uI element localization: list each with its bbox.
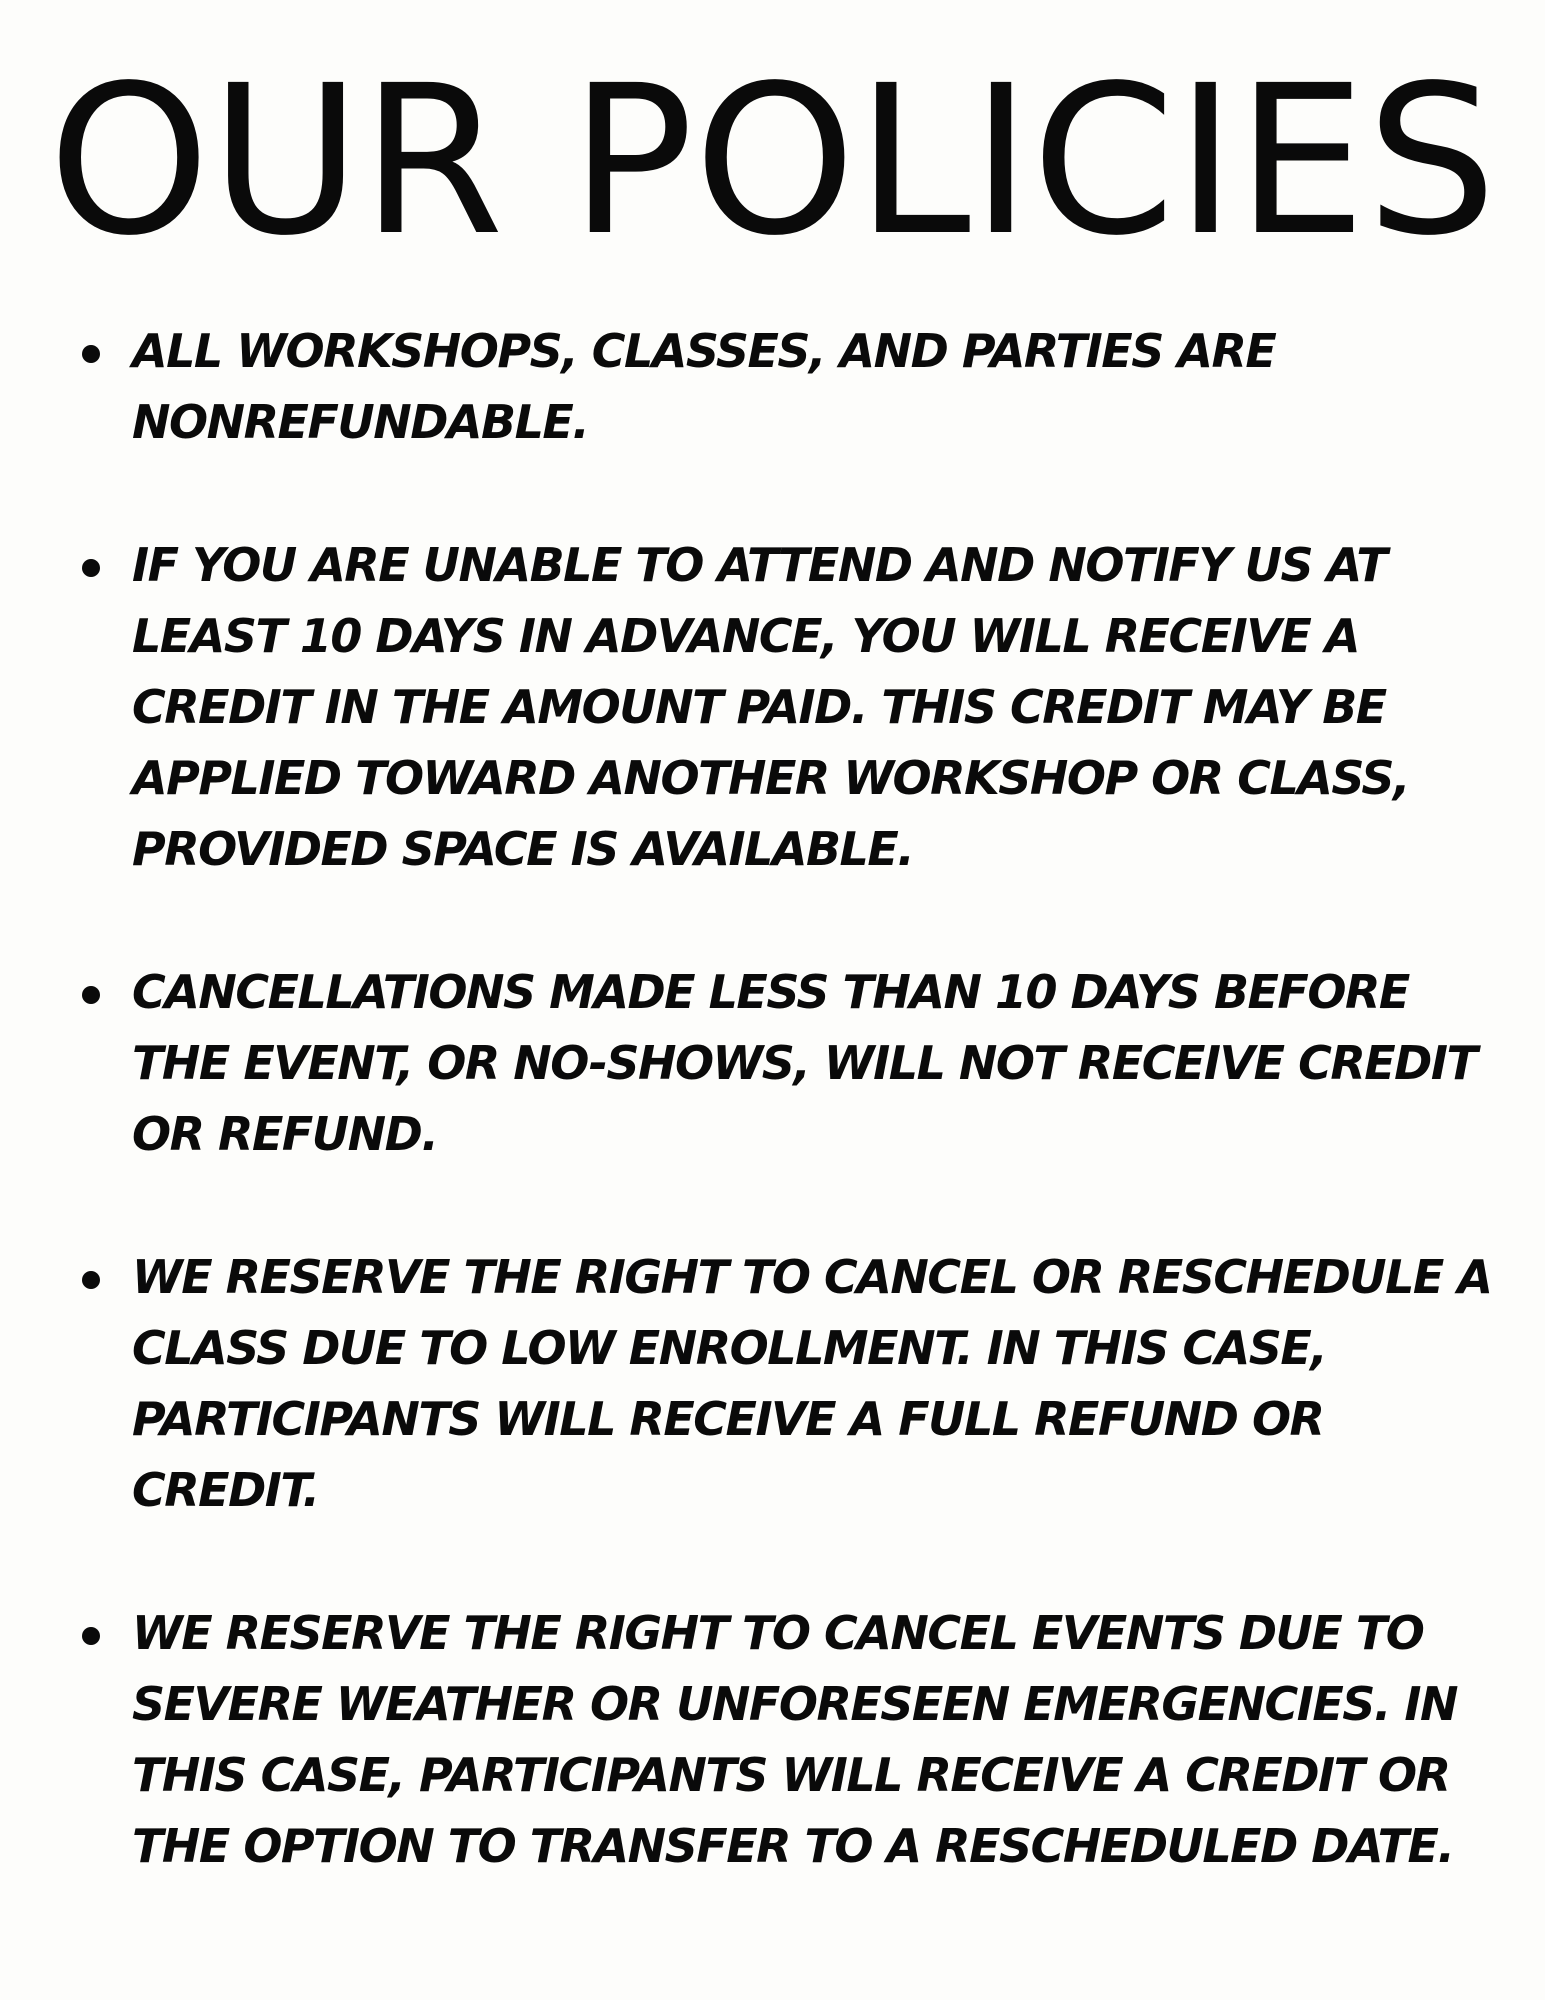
list-item <box>132 1598 1502 1882</box>
policy-text: IF YOU ARE UNABLE TO ATTEND AND NOTIFY US AT LEAST 10 DAYS IN ADVANCE, YOU WILL RECEIVE A CREDIT IN THE AMOUNT PAID. THIS CREDIT MAY BE APPLIED TOWARD ANOTHER WORKSHOP OR CLASS, PROVIDED SPACE IS AVAILABLE. <box>132 538 1409 876</box>
policy-list <box>132 316 1502 1954</box>
bullet-dot-icon <box>82 345 100 363</box>
page-title: OUR POLICIES <box>48 41 1497 281</box>
list-item <box>132 530 1502 885</box>
policy-text: CANCELLATIONS MADE LESS THAN 10 DAYS BEFORE THE EVENT, OR NO-SHOWS, WILL NOT RECEIVE CREDIT OR REFUND. <box>132 965 1477 1161</box>
policy-text: ALL WORKSHOPS, CLASSES, AND PARTIES ARE NONREFUNDABLE. <box>132 324 1276 449</box>
bullet-dot-icon <box>82 1627 100 1645</box>
list-item <box>132 316 1502 458</box>
policy-text: WE RESERVE THE RIGHT TO CANCEL OR RESCHEDULE A CLASS DUE TO LOW ENROLLMENT. IN THIS CASE, PARTICIPANTS WILL RECEIVE A FULL REFUND OR CREDIT. <box>132 1250 1492 1517</box>
bullet-dot-icon <box>82 1271 100 1289</box>
list-item <box>132 957 1502 1170</box>
list-item <box>132 1242 1502 1526</box>
bullet-dot-icon <box>82 559 100 577</box>
bullet-dot-icon <box>82 986 100 1004</box>
policy-text: WE RESERVE THE RIGHT TO CANCEL EVENTS DUE TO SEVERE WEATHER OR UNFORESEEN EMERGENCIES. IN THIS CASE, PARTICIPANTS WILL RECEIVE A CREDIT OR THE OPTION TO TRANSFER TO A RESCHEDULED DATE. <box>132 1606 1458 1873</box>
